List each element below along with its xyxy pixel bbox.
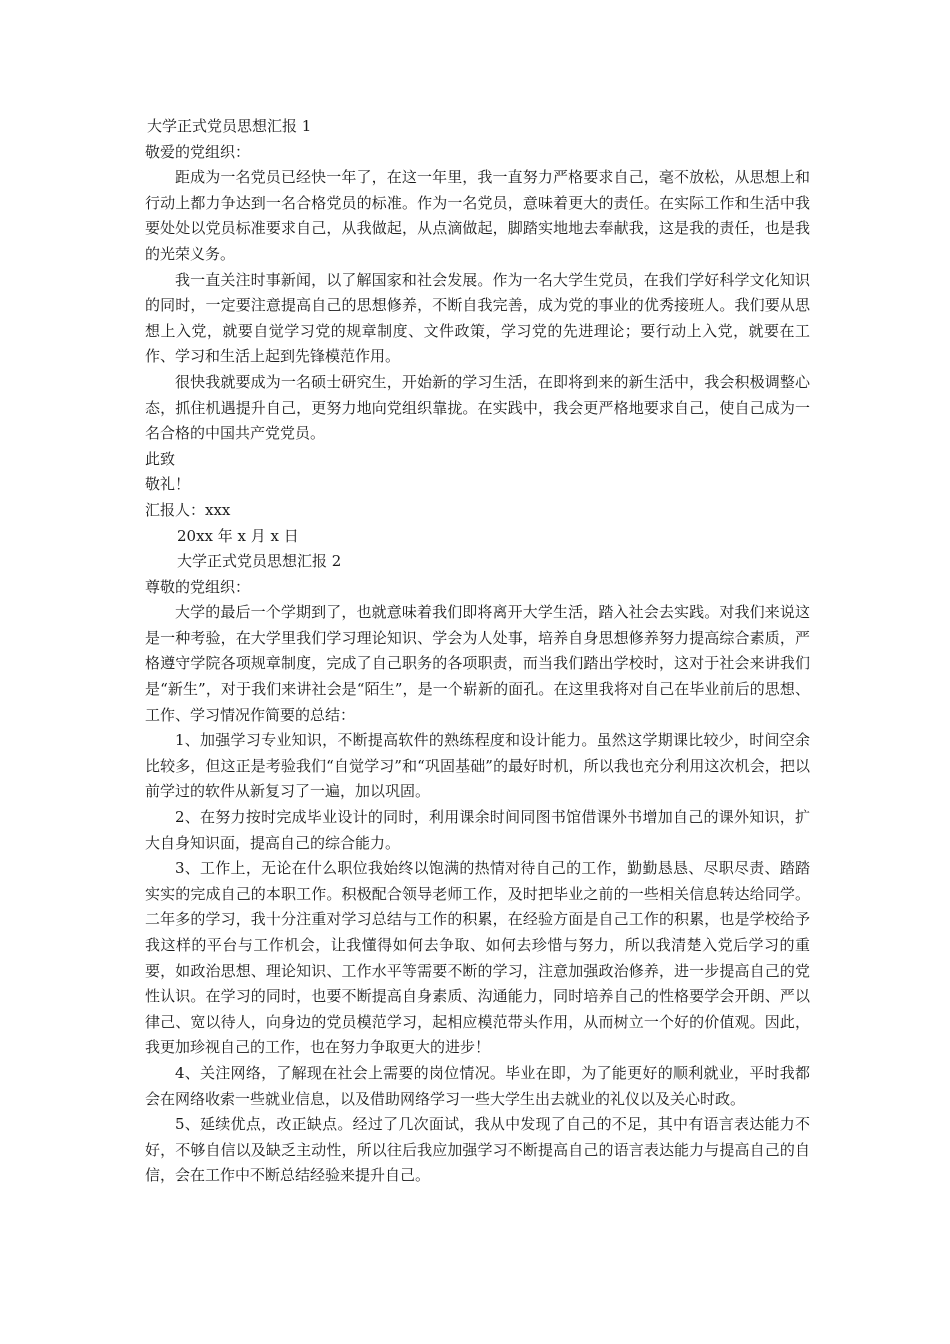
report-2-title: 大学正式党员思想汇报 2 [177, 552, 342, 571]
report-2-paragraph-5: 4、关注网络，了解现在社会上需要的岗位情况。毕业在即，为了能更好的顺利就业，平时我都会在网络收索一些就业信息，以及借助网络学习一些大学生出去就业的礼仪以及关心时政。 [145, 1063, 810, 1108]
report-1-paragraph-1: 距成为一名党员已经快一年了，在这一年里，我一直努力严格要求自己，毫不放松，从思想上和行动上都力争达到一名合格党员的标准。作为一名党员，意味着更大的责任。在实际工作和生活中我要处处以党员标准要求自己，从我做起，从点滴做起，脚踏实地地去奉献我，这是我的责任，也是我的光荣义务。 [145, 168, 810, 263]
report-2-salutation: 尊敬的党组织： [145, 577, 251, 596]
report-1-title: 大学正式党员思想汇报 1 [147, 117, 312, 135]
report-1-reporter: 汇报人：xxx [145, 500, 231, 519]
report-2-paragraph-2: 1、加强学习专业知识，不断提高软件的熟练程度和设计能力。虽然这学期课比较少，时间空余比较多，但这正是考验我们“自觉学习”和“巩固基础”的最好时机，所以我也充分利用这次机会，把以前学过的软件从新复习了一遍，加以巩固。 [145, 731, 810, 801]
report-1-salutation: 敬爱的党组织： [145, 142, 251, 161]
report-2-paragraph-4: 3、工作上，无论在什么职位我始终以饱满的热情对待自己的工作，勤勤恳恳、尽职尽责、踏踏实实的完成自己的本职工作。积极配合领导老师工作，及时把毕业之前的一些相关信息转达给同学。二年多的学习，我十分注重对学习总结与工作的积累，在经验方面是自己工作的积累，也是学校给予我这样的平台与工作机会，让我懂得如何去争取、如何去珍惜与努力，所以我清楚入党后学习的重要，如政治思想、理论知识、工作水平等需要不断的学习，注意加强政治修养，进一步提高自己的党性认识。在学习的同时，也要不断提高自身素质、沟通能力，同时培养自己的性格要学会开朗、严以律己、宽以待人，向身边的党员模范学习，起相应模范带头作用，从而树立一个好的价值观。因此，我更加珍视自己的工作，也在努力争取更大的进步！ [145, 859, 810, 1057]
report-1-closing-1: 此致 [145, 449, 176, 468]
report-1-paragraph-3: 很快我就要成为一名硕士研究生，开始新的学习生活，在即将到来的新生活中，我会积极调整心态，抓住机遇提升自己，更努力地向党组织靠拢。在实践中，我会更严格地要求自己，使自己成为一名合格的中国共产党党员。 [145, 372, 810, 443]
report-2-paragraph-3: 2、在努力按时完成毕业设计的同时，利用课余时间同图书馆借课外书增加自己的课外知识，扩大自身知识面，提高自己的综合能力。 [145, 808, 810, 852]
document-page [145, 114, 810, 1189]
report-2-paragraph-6: 5、延续优点，改正缺点。经过了几次面试，我从中发现了自己的不足，其中有语言表达能力不好，不够自信以及缺乏主动性，所以往后我应加强学习不断提高自己的语言表达能力与提高自己的自信，会在工作中不断总结经验来提升自己。 [145, 1115, 810, 1185]
report-1-date: 20xx 年 x 月 x 日 [177, 526, 299, 545]
report-1-closing-2: 敬礼！ [145, 475, 191, 494]
report-2-paragraph-1: 大学的最后一个学期到了，也就意味着我们即将离开大学生活，踏入社会去实践。对我们来说这是一种考验，在大学里我们学习理论知识、学会为人处事，培养自身思想修养努力提高综合素质，严格遵守学院各项规章制度，完成了自己职务的各项职责，而当我们踏出学校时，这对于社会来讲我们是“新生”，对于我们来讲社会是“陌生”，是一个崭新的面孔。在这里我将对自己在毕业前后的思想、工作、学习情况作简要的总结： [145, 603, 810, 724]
report-1-paragraph-2: 我一直关注时事新闻，以了解国家和社会发展。作为一名大学生党员，在我们学好科学文化知识的同时，一定要注意提高自己的思想修养，不断自我完善，成为党的事业的优秀接班人。我们要从思想上入党，就要自觉学习党的规章制度、文件政策，学习党的先进理论；要行动上入党，就要在工作、学习和生活上起到先锋模范作用。 [145, 270, 810, 366]
